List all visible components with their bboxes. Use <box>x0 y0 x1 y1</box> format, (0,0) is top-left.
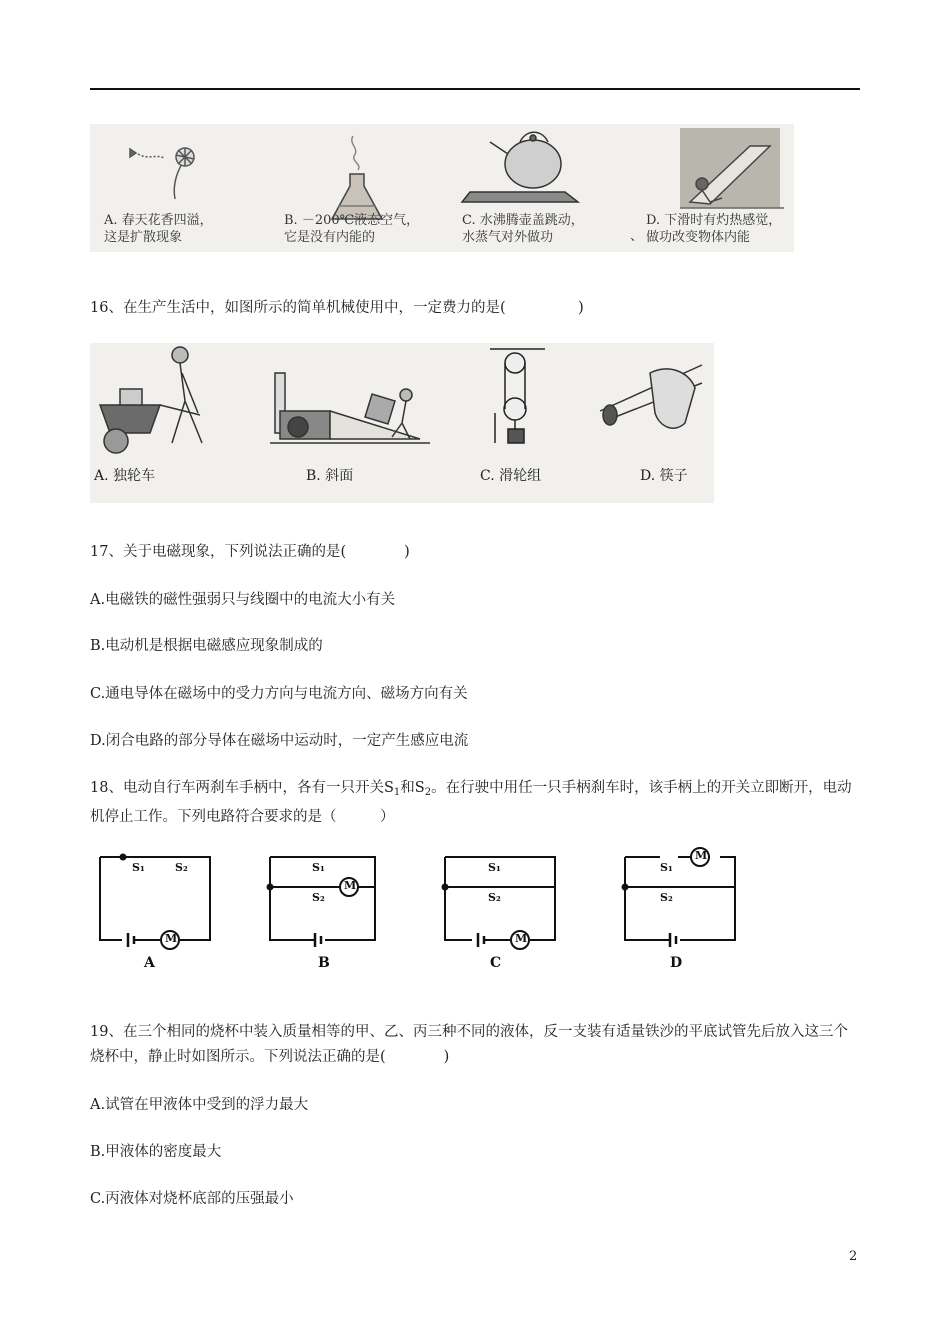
chopsticks-illustration <box>600 365 702 428</box>
q16-stem: 16、在生产生活中，如图所示的简单机械使用中，一定费力的是( ) <box>90 300 584 316</box>
circuit-c-label: C <box>490 955 502 971</box>
q17-option-a: A.电磁铁的磁性强弱只与线圈中的电流大小有关 <box>90 592 396 608</box>
q15-option-b-caption: B. －200℃液态空气， 它是没有内能的 <box>284 213 420 245</box>
q15-option-a-caption: A. 春天花香四溢， 这是扩散现象 <box>104 213 213 245</box>
circuit-b-s2-label: S₂ <box>312 891 325 904</box>
flower-illustration <box>130 148 194 199</box>
q15-mark: 、 <box>630 229 644 244</box>
circuit-a <box>100 855 210 950</box>
circuit-d-label: D <box>670 955 683 971</box>
q19-option-b: B.甲液体的密度最大 <box>90 1144 222 1160</box>
flask-illustration <box>332 136 382 219</box>
q18-stem-part2: 。在行驶中用任一只手柄刹车时，该手柄上的开关立即断开，电动机停止工作。下列电路符合要求的是（ ） <box>90 780 852 825</box>
circuit-d-motor-label: M <box>695 849 708 862</box>
circuit-b-s1-label: S₁ <box>312 861 325 874</box>
q17-option-b: B.电动机是根据电磁感应现象制成的 <box>90 638 323 654</box>
circuit-c-s2-label: S₂ <box>488 891 501 904</box>
q15-option-d-caption: D. 下滑时有灼热感觉， 做功改变物体内能 <box>646 213 782 245</box>
q19-option-a: A.试管在甲液体中受到的浮力最大 <box>90 1097 309 1113</box>
circuit-c-motor-label: M <box>515 932 528 945</box>
header-rule <box>90 88 860 90</box>
q15-option-c-caption: C. 水沸腾壶盖跳动， 水蒸气对外做功 <box>462 213 584 245</box>
circuit-b-label: B <box>318 955 330 971</box>
q16-figure <box>90 343 714 503</box>
circuit-d <box>623 848 736 947</box>
q19-stem: 19、在三个相同的烧杯中装入质量相等的甲、乙、丙三种不同的液体，反一支装有适量铁沙的平底试管先后放入这三个烧杯中，静止时如图所示。下列说法正确的是( ) <box>90 1024 848 1065</box>
circuit-a-motor-label: M <box>165 932 178 945</box>
slide-illustration <box>680 128 784 208</box>
q17-option-d: D.闭合电路的部分导体在磁场中运动时，一定产生感应电流 <box>90 733 469 749</box>
incline-illustration <box>270 373 430 443</box>
q17-option-c: C.通电导体在磁场中的受力方向与电流方向、磁场方向有关 <box>90 686 468 702</box>
q16-label-d: D. 筷子 <box>640 468 688 484</box>
q16-label-b: B. 斜面 <box>306 468 354 484</box>
q15-figure <box>90 124 794 252</box>
page-number: 2 <box>849 1249 858 1264</box>
q18-stem-and: 和S <box>400 780 425 796</box>
circuit-b-motor-label: M <box>344 879 357 892</box>
q16-label-c: C. 滑轮组 <box>480 468 542 484</box>
kettle-illustration <box>462 132 578 202</box>
q18-sub2: 2 <box>424 787 432 798</box>
q16-label-a: A. 独轮车 <box>94 468 156 484</box>
circuit-a-label: A <box>144 955 155 971</box>
q18-stem <box>90 776 862 830</box>
q17-stem: 17、关于电磁现象，下列说法正确的是( ) <box>90 544 410 560</box>
q18-figure <box>90 845 760 985</box>
pulley-illustration <box>490 349 545 443</box>
circuit-c-s1-label: S₁ <box>488 861 501 874</box>
q19-option-c: C.丙液体对烧杯底部的压强最小 <box>90 1191 294 1207</box>
q18-sub1: 1 <box>393 787 401 798</box>
wheelbarrow-illustration <box>100 347 202 453</box>
circuit-d-s1-label: S₁ <box>660 861 673 874</box>
circuit-a-s1-label: S₁ <box>132 861 145 874</box>
circuit-a-s2-label: S₂ <box>175 861 188 874</box>
circuit-d-s2-label: S₂ <box>660 891 673 904</box>
q18-stem-part1: 18、电动自行车两刹车手柄中，各有一只开关S <box>90 780 394 796</box>
q16-illustrations <box>90 343 714 503</box>
